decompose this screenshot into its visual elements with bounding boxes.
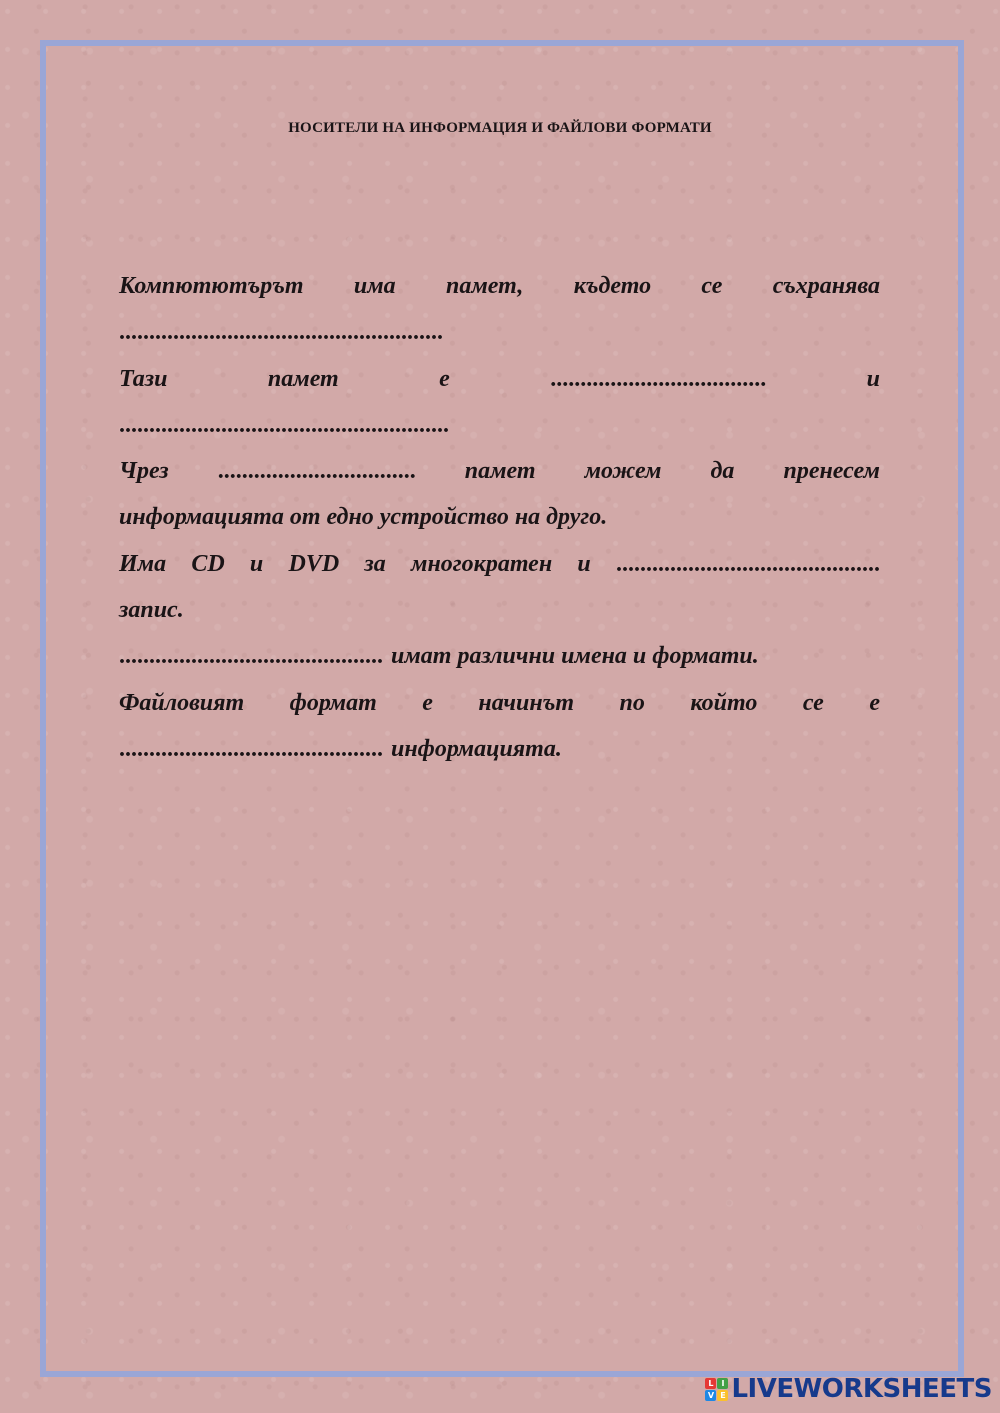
word: съхранява bbox=[772, 273, 880, 299]
logo-text: LIVEWORKSHEETS bbox=[731, 1374, 992, 1404]
text-line bbox=[119, 494, 880, 540]
mark-letter: L bbox=[705, 1378, 716, 1389]
word: Има bbox=[119, 550, 167, 577]
text-line bbox=[119, 263, 880, 309]
word: е bbox=[439, 365, 450, 392]
word: Файловият bbox=[119, 689, 245, 716]
mark-letter: V bbox=[705, 1390, 716, 1401]
word: памет bbox=[267, 365, 339, 392]
liveworksheets-mark-icon bbox=[705, 1378, 728, 1401]
word: начинът bbox=[478, 689, 575, 716]
word: по bbox=[619, 689, 645, 716]
word: многократен bbox=[411, 550, 553, 577]
text-line bbox=[119, 309, 880, 355]
blank-field[interactable]: .................................... bbox=[550, 365, 767, 392]
word: да bbox=[710, 458, 735, 485]
blank-field[interactable]: ............................................ bbox=[615, 550, 880, 577]
word: DVD bbox=[288, 550, 340, 577]
word: се bbox=[701, 273, 723, 299]
word: Тази bbox=[119, 365, 168, 392]
word: запис. bbox=[119, 597, 184, 624]
word: пренесем bbox=[783, 458, 880, 485]
mark-letter: I bbox=[717, 1378, 728, 1389]
blank-field[interactable]: ....................................................... bbox=[119, 411, 449, 438]
mark-letter: E bbox=[717, 1390, 728, 1401]
blank-field[interactable]: ...................................................... bbox=[119, 319, 443, 346]
page-title: НОСИТЕЛИ НА ИНФОРМАЦИЯ И ФАЙЛОВИ ФОРМАТИ bbox=[288, 120, 712, 136]
blank-field[interactable]: ............................................ bbox=[119, 735, 383, 762]
text-line bbox=[119, 726, 880, 772]
word: е bbox=[869, 689, 880, 716]
blank-field[interactable]: ............................................ bbox=[119, 643, 383, 670]
word: където bbox=[573, 273, 652, 299]
word: Чрез bbox=[119, 458, 169, 485]
word: CD bbox=[191, 550, 225, 577]
text-line bbox=[119, 633, 880, 679]
word: и bbox=[866, 365, 880, 392]
word: формат bbox=[289, 689, 377, 716]
word: можем bbox=[584, 458, 662, 485]
text-line bbox=[119, 402, 880, 448]
liveworksheets-logo[interactable] bbox=[705, 1371, 992, 1407]
word: за bbox=[364, 550, 386, 577]
word: памет, bbox=[446, 273, 524, 299]
word: който bbox=[690, 689, 758, 716]
word: е bbox=[422, 689, 433, 716]
text-line bbox=[119, 587, 880, 633]
word: се bbox=[802, 689, 824, 716]
word: памет bbox=[464, 458, 536, 485]
word: Компютютърът bbox=[119, 273, 304, 299]
worksheet-text bbox=[119, 263, 880, 772]
sentence: информацията от едно устройство на друго. bbox=[119, 504, 608, 531]
word: информацията. bbox=[391, 735, 562, 762]
blank-field[interactable]: ................................. bbox=[217, 458, 416, 485]
text-line bbox=[119, 448, 880, 494]
word: и bbox=[577, 550, 591, 577]
text-line bbox=[119, 680, 880, 726]
word: и bbox=[249, 550, 264, 577]
text-line bbox=[119, 356, 880, 402]
sentence: имат различни имена и формати. bbox=[391, 643, 759, 670]
text-line bbox=[119, 541, 880, 587]
word: има bbox=[353, 273, 396, 299]
